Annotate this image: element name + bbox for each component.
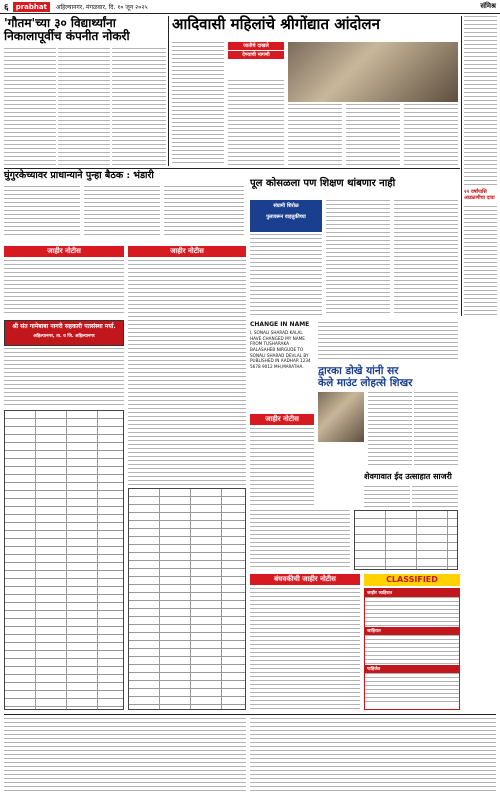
section-label: संमिश्र bbox=[480, 2, 496, 10]
notice-right-title: जाहीर नोटीस bbox=[250, 414, 314, 425]
lead-left-headline-line1: 'गौतम'च्या ३० विद्यार्थ्यांना bbox=[4, 16, 116, 30]
right-notice-text bbox=[318, 322, 458, 362]
lead-left-headline-line2: निकालापूर्वीच कंपनीत नोकरी bbox=[4, 29, 130, 44]
pool-column-3 bbox=[394, 200, 458, 316]
lead-right-column-4 bbox=[346, 104, 400, 166]
pool-headline: पूल कोसळला पण शिक्षण थांबणार नाही bbox=[250, 178, 396, 189]
column-rule-right bbox=[461, 16, 462, 316]
shevgaon-column-1 bbox=[364, 486, 410, 508]
lead-right-column-1 bbox=[172, 42, 224, 166]
pool-column-2 bbox=[326, 200, 390, 316]
society-name-line1: श्री संत गामेबाबा नागरी सहकारी पतसंस्था मर्या. bbox=[12, 323, 116, 330]
change-name-title: CHANGE IN NAME bbox=[250, 321, 310, 328]
classified-ad-2-text bbox=[365, 635, 459, 665]
newspaper-logo: prabhat bbox=[13, 2, 50, 12]
bottom-left-text bbox=[4, 718, 246, 793]
pool-kicker-box bbox=[250, 200, 322, 232]
society-name-line2: अहिल्यानगर, ता. व जि. अहिल्यानगर bbox=[33, 334, 95, 339]
dwarka-photo bbox=[318, 392, 364, 442]
side-column-text bbox=[464, 16, 497, 186]
horizontal-rule bbox=[4, 168, 460, 169]
bottom-right-text bbox=[250, 718, 496, 793]
classified-ad-1-text bbox=[365, 597, 459, 627]
notice-mid-text bbox=[128, 260, 246, 486]
page-number: ६ bbox=[4, 3, 9, 13]
notice-left-title: जाहीर नोटीस bbox=[4, 246, 124, 257]
lead-left-column-1 bbox=[4, 48, 56, 166]
classified-ad-2: जाहिरात bbox=[365, 627, 459, 635]
lead-left-column-2 bbox=[58, 48, 110, 166]
classified-ad-1: जाहीर जाहिरात bbox=[365, 589, 459, 597]
shevgaon-column-2 bbox=[412, 486, 458, 508]
pool-column-1 bbox=[250, 234, 322, 316]
side-headline-line2: आडळणीचा दावा bbox=[464, 194, 495, 201]
dwarka-headline bbox=[318, 366, 458, 389]
notice-right-text-2 bbox=[250, 510, 350, 570]
kicker-label-2: देण्याची मागणी bbox=[228, 51, 284, 59]
society-notice-text bbox=[4, 348, 124, 408]
notice-right-text bbox=[250, 428, 314, 508]
right-table bbox=[354, 510, 458, 570]
classified-banner: CLASSIFIED bbox=[364, 574, 460, 586]
bhandara-column-1 bbox=[4, 186, 80, 236]
kicker-box bbox=[228, 42, 284, 78]
bhandara-headline: घुंगुरकेच्यावर प्राधान्याने पुन्हा बैठक : भंडारी bbox=[4, 170, 154, 181]
change-name-body: I, SONALI SHARAD KALAL HAVE CHANGED MY NAME FROM TUSHARAKA BALASAHEB NIRGUDE TO SONALI SHARAD DEVLAL BY PUBLISHED IN AADHAR 1234 5678 9012 MH,MARATHA. bbox=[250, 330, 311, 369]
notice-mid-title: जाहीर नोटीस bbox=[128, 246, 246, 257]
dwarka-headline-line1: द्वारका डोखे यांनी सर bbox=[318, 365, 399, 377]
bhandara-column-2 bbox=[84, 186, 160, 236]
notice-left-text bbox=[4, 260, 124, 316]
change-name-box bbox=[250, 322, 314, 412]
side-headline bbox=[464, 190, 498, 201]
column-rule bbox=[168, 16, 169, 166]
side-headline-line1: २२ वर्षांपासि bbox=[464, 189, 487, 195]
bhandara-column-3 bbox=[164, 186, 244, 236]
bank-notice-title: बंधवकीची जाहीर नोटीस bbox=[250, 574, 360, 585]
lead-left-column-3 bbox=[112, 48, 166, 166]
society-table bbox=[4, 410, 124, 710]
date-line: अहिल्यानगर, मंगळवार, दि. १० जून २०२५ bbox=[55, 3, 148, 11]
side-column-text-2 bbox=[464, 206, 497, 316]
lead-right-column-5 bbox=[404, 104, 458, 166]
lead-right-headline: आदिवासी महिलांचे श्रीगोंद्यात आंदोलन bbox=[172, 15, 380, 33]
society-banner bbox=[4, 320, 124, 346]
dwarka-column-1 bbox=[368, 392, 412, 468]
pool-kicker: संग्रामी शिरोळ bbox=[273, 203, 299, 209]
bottom-rule bbox=[4, 714, 496, 715]
dwarka-column-2 bbox=[414, 392, 458, 468]
lead-right-column-3 bbox=[288, 104, 342, 166]
kicker-label: जातीचे दाखले bbox=[228, 42, 284, 50]
lead-left-headline bbox=[4, 17, 166, 43]
lead-right-column-2 bbox=[228, 80, 284, 166]
classified-box bbox=[364, 588, 460, 710]
classified-ad-3-text bbox=[365, 673, 459, 703]
mid-table bbox=[128, 488, 246, 710]
dwarka-headline-line2: केले माउंट लोहत्से शिखर bbox=[318, 376, 413, 389]
bank-notice-text bbox=[250, 588, 360, 710]
masthead bbox=[0, 0, 500, 14]
shevgaon-headline: शेवगावात ईद उत्साहात साजरी bbox=[364, 471, 452, 481]
protest-photo bbox=[288, 42, 458, 102]
pool-kicker-2: पुलावरून वाहतुकीच्या bbox=[266, 214, 306, 220]
classified-ad-3: पाहिजेत bbox=[365, 665, 459, 673]
